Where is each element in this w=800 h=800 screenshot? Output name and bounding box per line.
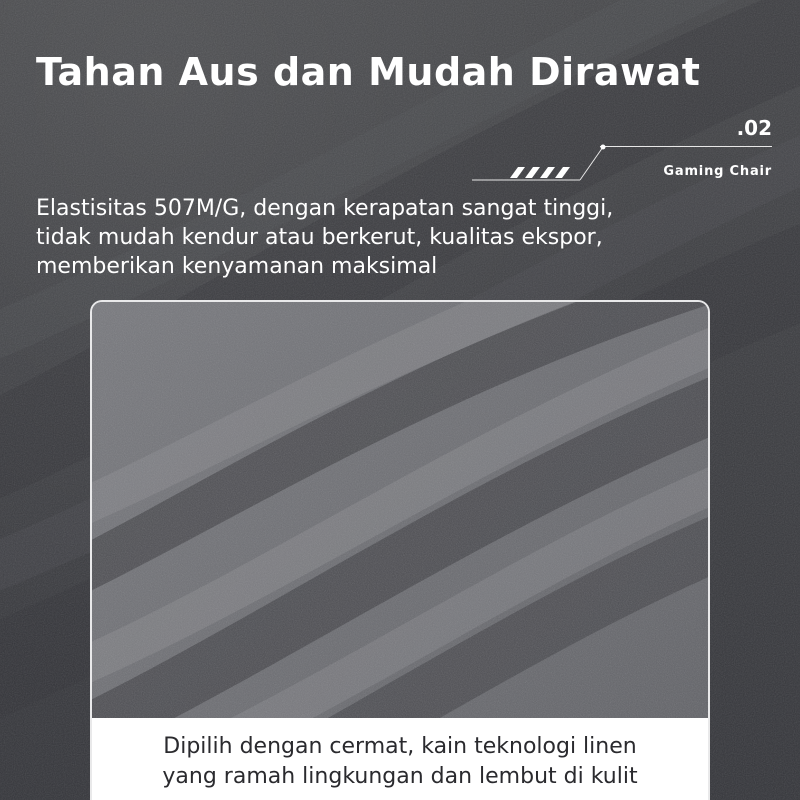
intro-line: tidak mudah kendur atau berkerut, kualitas ekspor, [36, 225, 603, 250]
caption-line: Dipilih dengan cermat, kain teknologi linen [163, 734, 637, 759]
fabric-closeup-card [90, 300, 710, 800]
intro-line: Elastisitas 507M/G, dengan kerapatan sangat tinggi, [36, 196, 614, 221]
series-badge [472, 112, 772, 192]
badge-divider [600, 146, 772, 147]
caption-box [92, 718, 708, 800]
page-title: Tahan Aus dan Mudah Dirawat [36, 50, 701, 94]
caption-line: yang ramah lingkungan dan lembut di kulit [162, 764, 638, 789]
badge-label: Gaming Chair [663, 164, 772, 179]
intro-line: memberikan kenyamanan maksimal [36, 254, 438, 279]
stripe-decoration-icon [472, 142, 612, 182]
intro-paragraph [36, 194, 756, 281]
badge-number: .02 [736, 116, 772, 140]
